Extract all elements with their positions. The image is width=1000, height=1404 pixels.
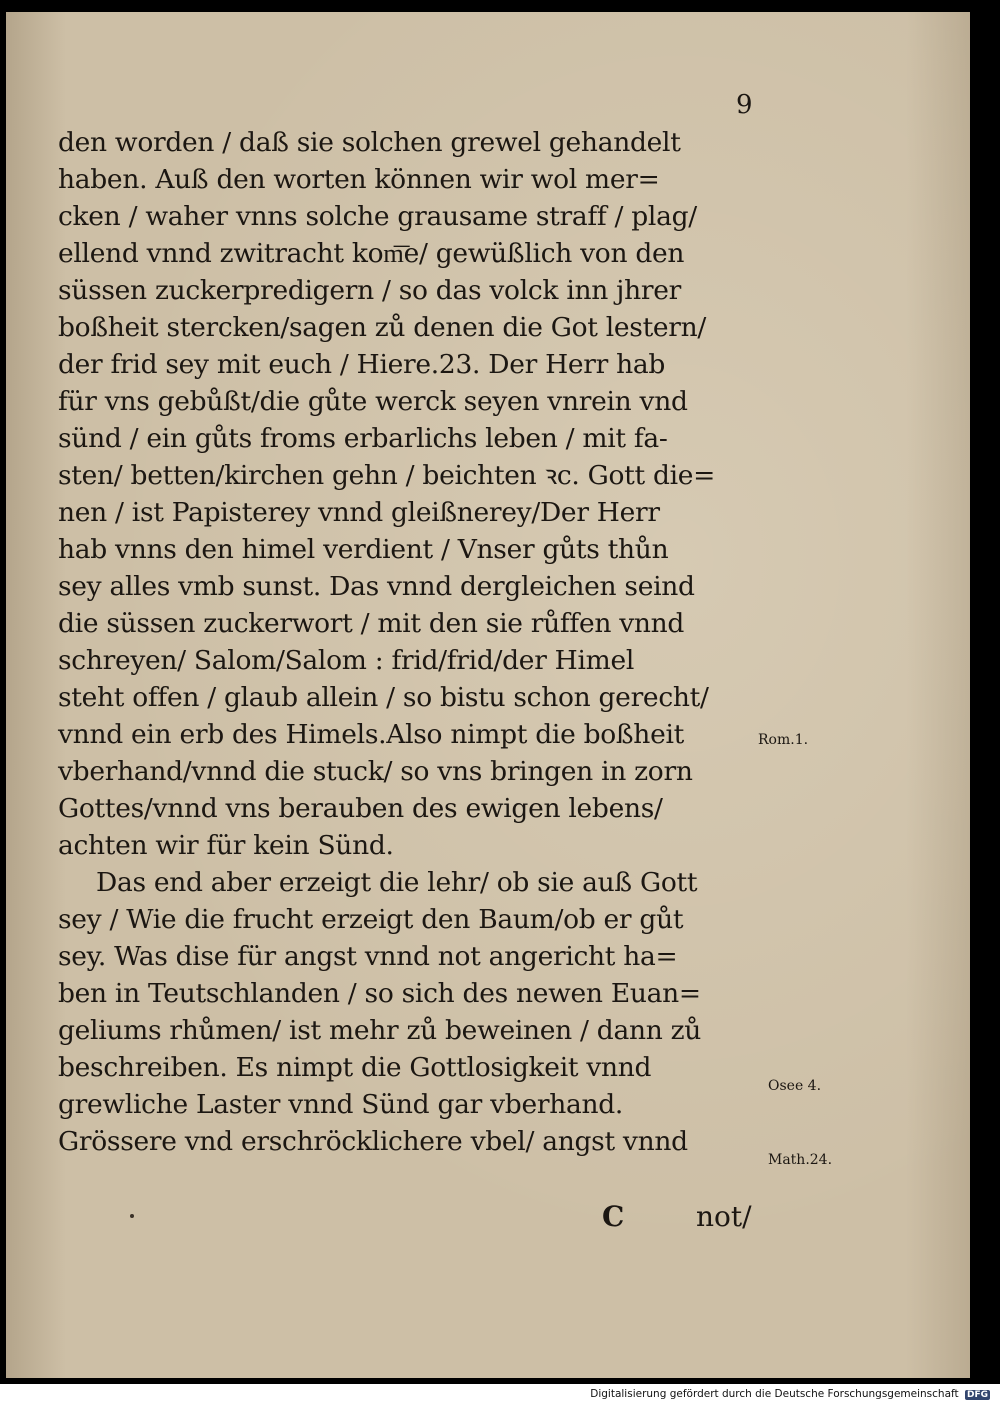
text-line-28: Grössere vnd erschröcklichere vbel/ angst vnnd <box>58 1126 688 1157</box>
margin-note-rom: Rom.1. <box>758 732 809 748</box>
margin-note-math: Math.24. <box>768 1152 833 1168</box>
text-line-27: grewliche Laster vnnd Sünd gar vberhand. <box>58 1089 624 1120</box>
text-line-23: sey. Was dise für angst vnnd not angericht ha= <box>58 941 678 972</box>
text-line-13: sey alles vmb sunst. Das vnnd dergleichen seind <box>58 571 695 602</box>
margin-note-osee: Osee 4. <box>768 1078 822 1094</box>
text-line-5: süssen zuckerpredigern / so das volck inn jhrer <box>58 275 681 306</box>
ink-speck <box>130 1214 134 1218</box>
text-line-6: boßheit stercken/sagen zů denen die Got lestern/ <box>58 312 707 343</box>
signature-mark: C <box>602 1200 625 1233</box>
credit-text: Digitalisierung gefördert durch die Deutsche Forschungsgemeinschaft <box>590 1388 959 1400</box>
dfg-logo: DFG <box>966 1390 988 1400</box>
digitization-credit <box>590 1388 990 1400</box>
text-line-16: steht offen / glaub allein / so bistu schon gerecht/ <box>58 682 709 713</box>
book-page <box>6 12 970 1378</box>
text-line-9: sünd / ein gůts froms erbarlichs leben / mit fa- <box>58 423 668 454</box>
text-line-20: achten wir für kein Sünd. <box>58 830 394 861</box>
text-line-4: ellend vnnd zwitracht kom͞e/ gewüßlich von den <box>58 238 685 269</box>
catchword: not/ <box>696 1200 752 1233</box>
text-line-22: sey / Wie die frucht erzeigt den Baum/ob er gůt <box>58 904 684 935</box>
text-line-11: nen / ist Papisterey vnnd gleißnerey/Der Herr <box>58 497 660 528</box>
text-line-2: haben. Auß den worten können wir wol mer= <box>58 164 660 195</box>
text-line-15: schreyen/ Salom/Salom : frid/frid/der Himel <box>58 645 635 676</box>
text-line-21: Das end aber erzeigt die lehr/ ob sie auß Gott <box>96 867 698 898</box>
text-line-18: vberhand/vnnd die stuck/ so vns bringen in zorn <box>58 756 693 787</box>
text-line-7: der frid sey mit euch / Hiere.23. Der Herr hab <box>58 349 666 380</box>
text-line-12: hab vnns den himel verdient / Vnser gůts thůn <box>58 534 669 565</box>
text-line-19: Gottes/vnnd vns berauben des ewigen lebens/ <box>58 793 663 824</box>
folio-number: 9 <box>736 90 753 120</box>
text-line-17: vnnd ein erb des Himels.Also nimpt die boßheit <box>58 719 684 750</box>
text-line-26: beschreiben. Es nimpt die Gottlosigkeit vnnd <box>58 1052 652 1083</box>
text-line-14: die süssen zuckerwort / mit den sie růffen vnnd <box>58 608 685 639</box>
text-line-3: cken / waher vnns solche grausame straff / plag/ <box>58 201 697 232</box>
text-line-24: ben in Teutschlanden / so sich des newen Euan= <box>58 978 701 1009</box>
text-line-10: sten/ betten/kirchen gehn / beichten ꝛc. Gott die= <box>58 460 716 491</box>
text-line-25: geliums rhůmen/ ist mehr zů beweinen / dann zů <box>58 1015 702 1046</box>
text-line-1: den worden / daß sie solchen grewel gehandelt <box>58 127 681 158</box>
text-line-8: für vns gebůßt/die gůte werck seyen vnrein vnd <box>58 386 688 417</box>
